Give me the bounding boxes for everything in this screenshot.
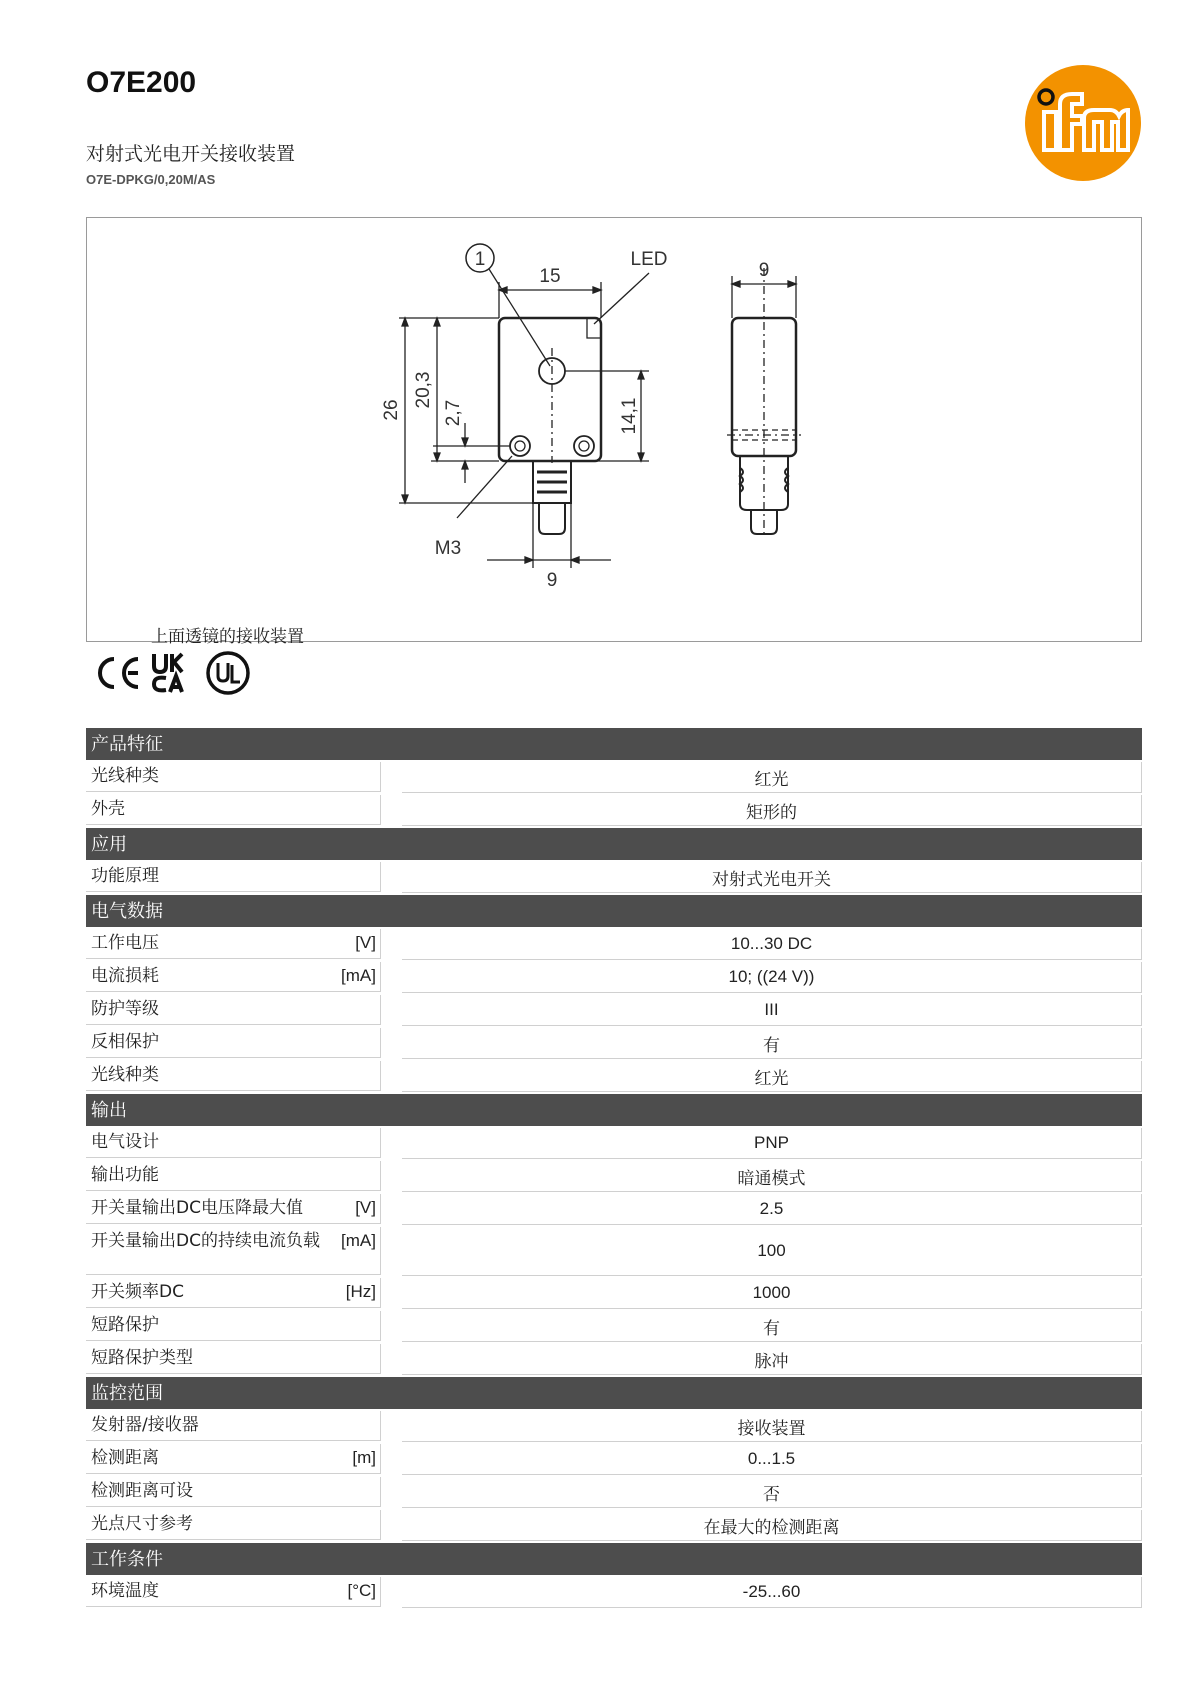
spec-label: 外壳 xyxy=(91,799,125,819)
ul-mark-icon xyxy=(208,653,248,693)
spec-value: 1000 xyxy=(402,1278,1142,1309)
spec-label-cell xyxy=(86,1278,381,1308)
spec-value: 矩形的 xyxy=(402,795,1142,826)
spec-label-cell xyxy=(86,1510,381,1540)
section-header: 监控范围 xyxy=(86,1377,1142,1409)
spec-value: 2.5 xyxy=(402,1194,1142,1225)
spec-row xyxy=(86,1344,1142,1375)
spec-row xyxy=(86,1028,1142,1059)
spec-value: 对射式光电开关 xyxy=(402,862,1142,893)
spec-label: 光线种类 xyxy=(91,766,159,786)
spec-value: 10; ((24 V)) xyxy=(402,962,1142,993)
spec-label-cell xyxy=(86,962,381,992)
spec-unit: [mA] xyxy=(341,1231,376,1250)
product-subtitle: 对射式光电开关接收装置 xyxy=(86,143,296,165)
spec-value: 有 xyxy=(402,1028,1142,1059)
spec-row xyxy=(86,1411,1142,1442)
spec-label-cell xyxy=(86,1577,381,1607)
spec-label-cell xyxy=(86,862,381,892)
spec-label-cell xyxy=(86,1028,381,1058)
section-header: 产品特征 xyxy=(86,728,1142,760)
thread-label: M3 xyxy=(434,538,462,559)
drawing-svg xyxy=(87,218,1141,641)
spec-row xyxy=(86,795,1142,826)
led-label: LED xyxy=(630,249,668,270)
spec-label-cell xyxy=(86,1477,381,1507)
spec-row xyxy=(86,862,1142,893)
spec-label: 光线种类 xyxy=(91,1065,159,1085)
spec-value: 否 xyxy=(402,1477,1142,1508)
certification-marks xyxy=(92,650,262,696)
spec-label-cell xyxy=(86,762,381,792)
dimension-drawing xyxy=(86,217,1142,647)
ifm-logo-icon xyxy=(1024,64,1142,182)
section-header: 输出 xyxy=(86,1094,1142,1126)
spec-label-cell xyxy=(86,1227,381,1275)
spec-label: 工作电压 xyxy=(91,933,159,953)
dim-height-right: 14,1 xyxy=(619,397,640,435)
spec-unit: [V] xyxy=(355,933,376,952)
spec-row xyxy=(86,762,1142,793)
spec-label: 环境温度 xyxy=(91,1581,159,1601)
spec-value: 接收装置 xyxy=(402,1411,1142,1442)
spec-label: 反相保护 xyxy=(91,1032,159,1052)
spec-value: 在最大的检测距离 xyxy=(402,1510,1142,1541)
spec-value: 暗通模式 xyxy=(402,1161,1142,1192)
spec-row xyxy=(86,962,1142,993)
spec-label: 开关量输出DC电压降最大值 xyxy=(91,1198,303,1218)
spec-unit: [Hz] xyxy=(345,1282,376,1301)
dim-width-bottom: 9 xyxy=(546,570,558,591)
spec-value: III xyxy=(402,995,1142,1026)
spec-row xyxy=(86,1311,1142,1342)
spec-row xyxy=(86,1477,1142,1508)
spec-label: 电流损耗 xyxy=(91,966,159,986)
spec-label-cell xyxy=(86,1061,381,1091)
spec-label: 功能原理 xyxy=(91,866,159,886)
spec-label-cell xyxy=(86,995,381,1025)
spec-unit: [m] xyxy=(352,1448,376,1467)
spec-value: 脉冲 xyxy=(402,1344,1142,1375)
spec-label: 短路保护类型 xyxy=(91,1348,193,1368)
spec-label: 短路保护 xyxy=(91,1315,159,1335)
spec-unit: [°C] xyxy=(347,1581,376,1600)
spec-value: 10...30 DC xyxy=(402,929,1142,960)
drawing-caption: 上面透镜的接收装置 xyxy=(151,627,304,647)
spec-label-cell xyxy=(86,1128,381,1158)
callout-label: 1 xyxy=(474,249,486,270)
spec-label: 开关频率DC xyxy=(91,1282,184,1302)
spec-row xyxy=(86,929,1142,960)
ukca-mark-icon xyxy=(154,654,182,692)
spec-unit: [V] xyxy=(355,1198,376,1217)
dim-side-width: 9 xyxy=(758,260,770,281)
spec-label: 发射器/接收器 xyxy=(91,1415,199,1435)
spec-label: 开关量输出DC的持续电流负载 xyxy=(91,1231,320,1251)
dim-height-hole: 2,7 xyxy=(443,399,464,427)
spec-label-cell xyxy=(86,1161,381,1191)
spec-value: PNP xyxy=(402,1128,1142,1159)
section-header: 工作条件 xyxy=(86,1543,1142,1575)
spec-row xyxy=(86,1444,1142,1475)
spec-row xyxy=(86,1227,1142,1276)
spec-row xyxy=(86,995,1142,1026)
spec-label: 光点尺寸参考 xyxy=(91,1514,193,1534)
dim-height-mid: 20,3 xyxy=(413,371,434,409)
spec-label-cell xyxy=(86,795,381,825)
spec-label: 防护等级 xyxy=(91,999,159,1019)
spec-label: 电气设计 xyxy=(91,1132,159,1152)
spec-label: 检测距离可设 xyxy=(91,1481,193,1501)
spec-label-cell xyxy=(86,1194,381,1224)
spec-label-cell xyxy=(86,1344,381,1374)
specifications-table xyxy=(86,728,1142,1610)
spec-row xyxy=(86,1061,1142,1092)
product-title: O7E200 xyxy=(86,66,197,99)
dim-height-total: 26 xyxy=(381,399,402,421)
spec-value: 100 xyxy=(402,1227,1142,1276)
spec-row xyxy=(86,1128,1142,1159)
section-header: 应用 xyxy=(86,828,1142,860)
spec-label: 检测距离 xyxy=(91,1448,159,1468)
section-header: 电气数据 xyxy=(86,895,1142,927)
spec-value: 0...1.5 xyxy=(402,1444,1142,1475)
ce-mark-icon xyxy=(100,659,138,687)
spec-label-cell xyxy=(86,929,381,959)
spec-label: 输出功能 xyxy=(91,1165,159,1185)
spec-label-cell xyxy=(86,1311,381,1341)
spec-value: -25...60 xyxy=(402,1577,1142,1608)
spec-value: 红光 xyxy=(402,762,1142,793)
spec-unit: [mA] xyxy=(341,966,376,985)
spec-label-cell xyxy=(86,1411,381,1441)
spec-row xyxy=(86,1577,1142,1608)
spec-row xyxy=(86,1510,1142,1541)
article-code: O7E-DPKG/0,20M/AS xyxy=(86,172,216,187)
spec-value: 有 xyxy=(402,1311,1142,1342)
dim-width-top: 15 xyxy=(539,266,561,287)
spec-row xyxy=(86,1278,1142,1309)
spec-row xyxy=(86,1194,1142,1225)
spec-value: 红光 xyxy=(402,1061,1142,1092)
spec-label-cell xyxy=(86,1444,381,1474)
spec-row xyxy=(86,1161,1142,1192)
